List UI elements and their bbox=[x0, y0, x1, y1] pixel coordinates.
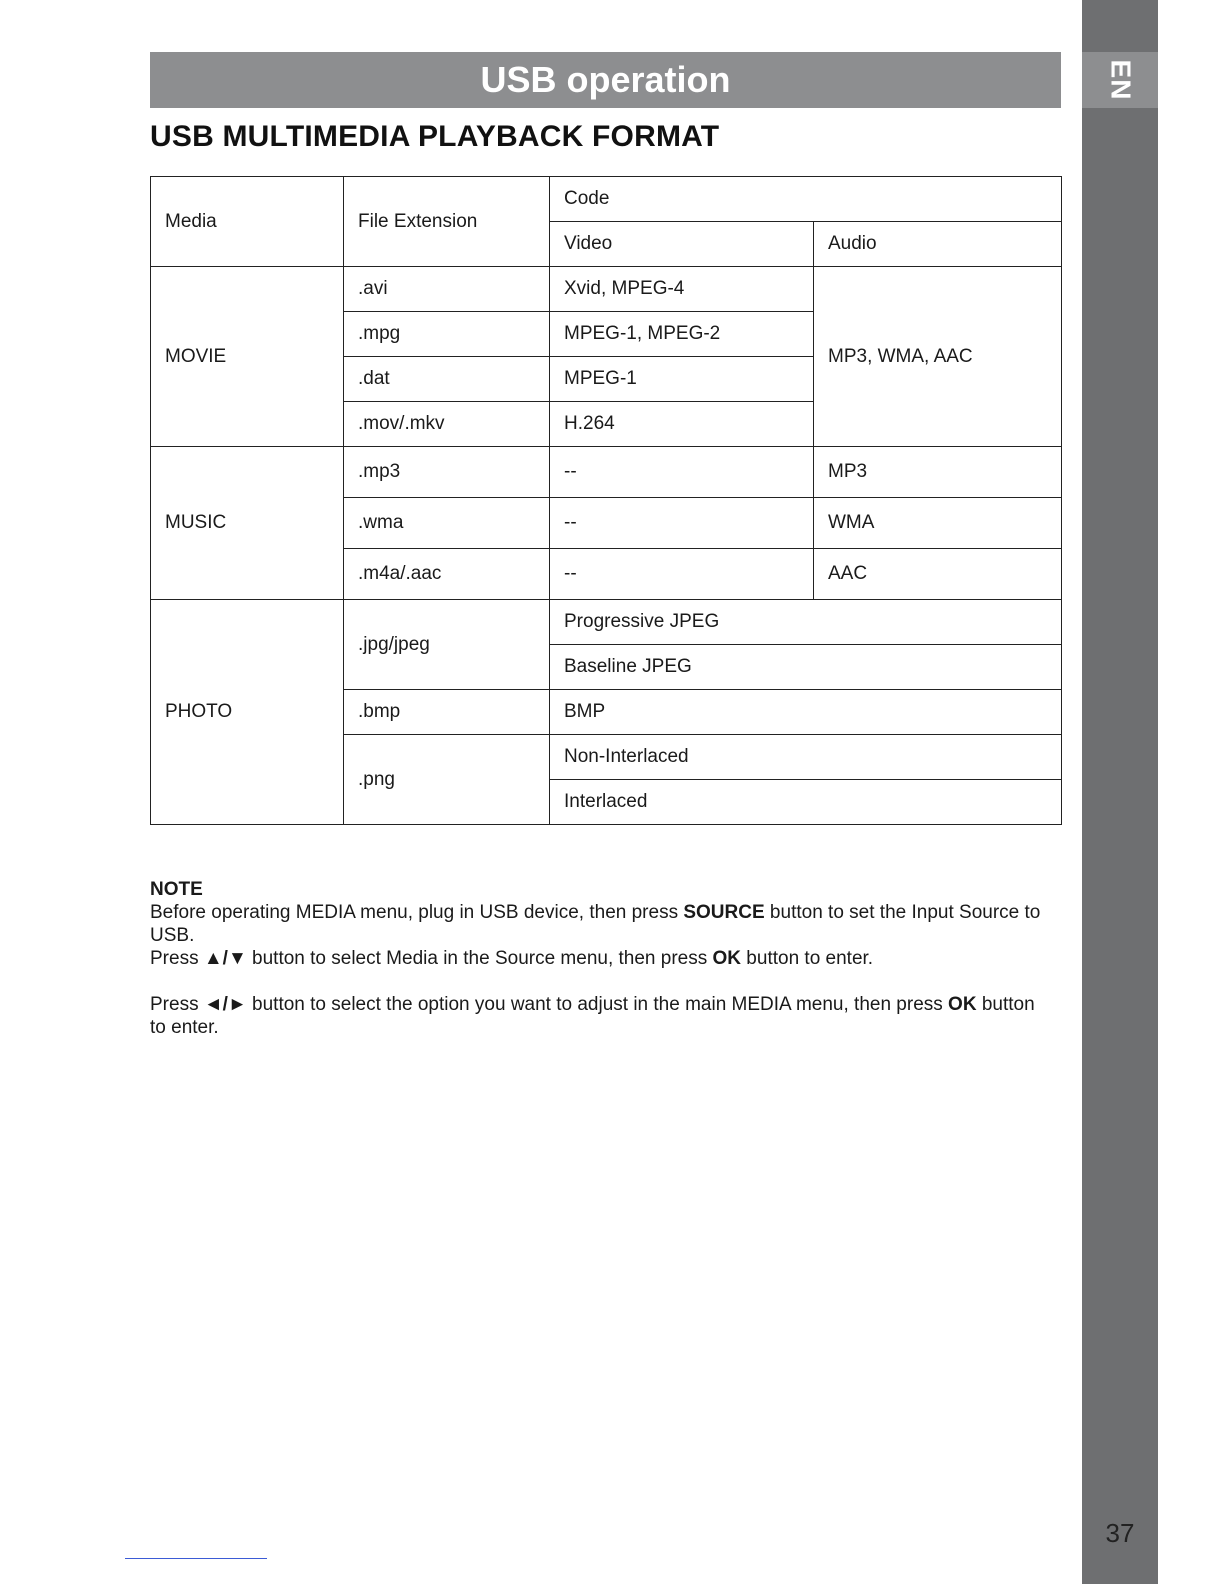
note-text: button to enter. bbox=[150, 994, 1035, 1038]
section-banner: USB operation bbox=[150, 52, 1061, 108]
note-text: button to set the Input Source to USB. bbox=[150, 902, 1041, 946]
ext-cell: .mov/.mkv bbox=[344, 402, 550, 447]
note-section bbox=[150, 878, 1050, 1039]
up-down-arrows-icon: ▲/▼ bbox=[203, 948, 247, 969]
note-text: Press bbox=[150, 948, 204, 969]
note-keyword: SOURCE bbox=[683, 902, 765, 923]
header-media: Media bbox=[151, 177, 344, 267]
note-text: Before operating MEDIA menu, plug in USB device, then press bbox=[150, 902, 684, 923]
table-header-row bbox=[151, 177, 1062, 222]
video-cell: H.264 bbox=[550, 402, 814, 447]
media-photo: PHOTO bbox=[151, 600, 344, 825]
code-cell: Interlaced bbox=[550, 780, 1062, 825]
note-paragraph bbox=[150, 901, 1050, 947]
note-keyword: OK bbox=[948, 994, 977, 1015]
side-bar bbox=[1082, 0, 1158, 1584]
format-table bbox=[150, 176, 1062, 825]
table-row bbox=[151, 267, 1062, 312]
audio-cell-movie: MP3, WMA, AAC bbox=[814, 267, 1062, 447]
note-text: button to select the option you want to adjust in the main MEDIA menu, then press bbox=[246, 994, 949, 1015]
video-cell: -- bbox=[550, 498, 814, 549]
ext-cell: .m4a/.aac bbox=[344, 549, 550, 600]
page-title: USB MULTIMEDIA PLAYBACK FORMAT bbox=[150, 120, 720, 153]
language-label: EN bbox=[1105, 59, 1136, 101]
video-cell: MPEG-1, MPEG-2 bbox=[550, 312, 814, 357]
header-extension: File Extension bbox=[344, 177, 550, 267]
video-cell: -- bbox=[550, 549, 814, 600]
note-text: button to enter. bbox=[741, 948, 874, 969]
language-tab bbox=[1082, 52, 1158, 108]
ext-cell: .dat bbox=[344, 357, 550, 402]
footer-line bbox=[125, 1558, 267, 1559]
video-cell: -- bbox=[550, 447, 814, 498]
table-row bbox=[151, 600, 1062, 645]
audio-cell: WMA bbox=[814, 498, 1062, 549]
note-text: button to select Media in the Source menu, then press bbox=[246, 948, 713, 969]
code-cell: BMP bbox=[550, 690, 1062, 735]
ext-cell: .mpg bbox=[344, 312, 550, 357]
ext-cell: .mp3 bbox=[344, 447, 550, 498]
code-cell: Progressive JPEG bbox=[550, 600, 1062, 645]
ext-cell: .png bbox=[344, 735, 550, 825]
code-cell: Non-Interlaced bbox=[550, 735, 1062, 780]
ext-cell: .bmp bbox=[344, 690, 550, 735]
code-cell: Baseline JPEG bbox=[550, 645, 1062, 690]
note-paragraph bbox=[150, 947, 1050, 970]
audio-cell: AAC bbox=[814, 549, 1062, 600]
note-title: NOTE bbox=[150, 879, 203, 900]
ext-cell: .avi bbox=[344, 267, 550, 312]
note-paragraph bbox=[150, 993, 1050, 1039]
video-cell: Xvid, MPEG-4 bbox=[550, 267, 814, 312]
video-cell: MPEG-1 bbox=[550, 357, 814, 402]
media-movie: MOVIE bbox=[151, 267, 344, 447]
left-right-arrows-icon: ◄/► bbox=[203, 994, 247, 1015]
audio-cell: MP3 bbox=[814, 447, 1062, 498]
header-audio: Audio bbox=[814, 222, 1062, 267]
ext-cell: .jpg/jpeg bbox=[344, 600, 550, 690]
table-row bbox=[151, 447, 1062, 498]
page-number: 37 bbox=[1105, 1518, 1135, 1548]
media-music: MUSIC bbox=[151, 447, 344, 600]
header-code: Code bbox=[550, 177, 1062, 222]
header-video: Video bbox=[550, 222, 814, 267]
ext-cell: .wma bbox=[344, 498, 550, 549]
note-text: Press bbox=[150, 994, 204, 1015]
note-keyword: OK bbox=[712, 948, 742, 969]
